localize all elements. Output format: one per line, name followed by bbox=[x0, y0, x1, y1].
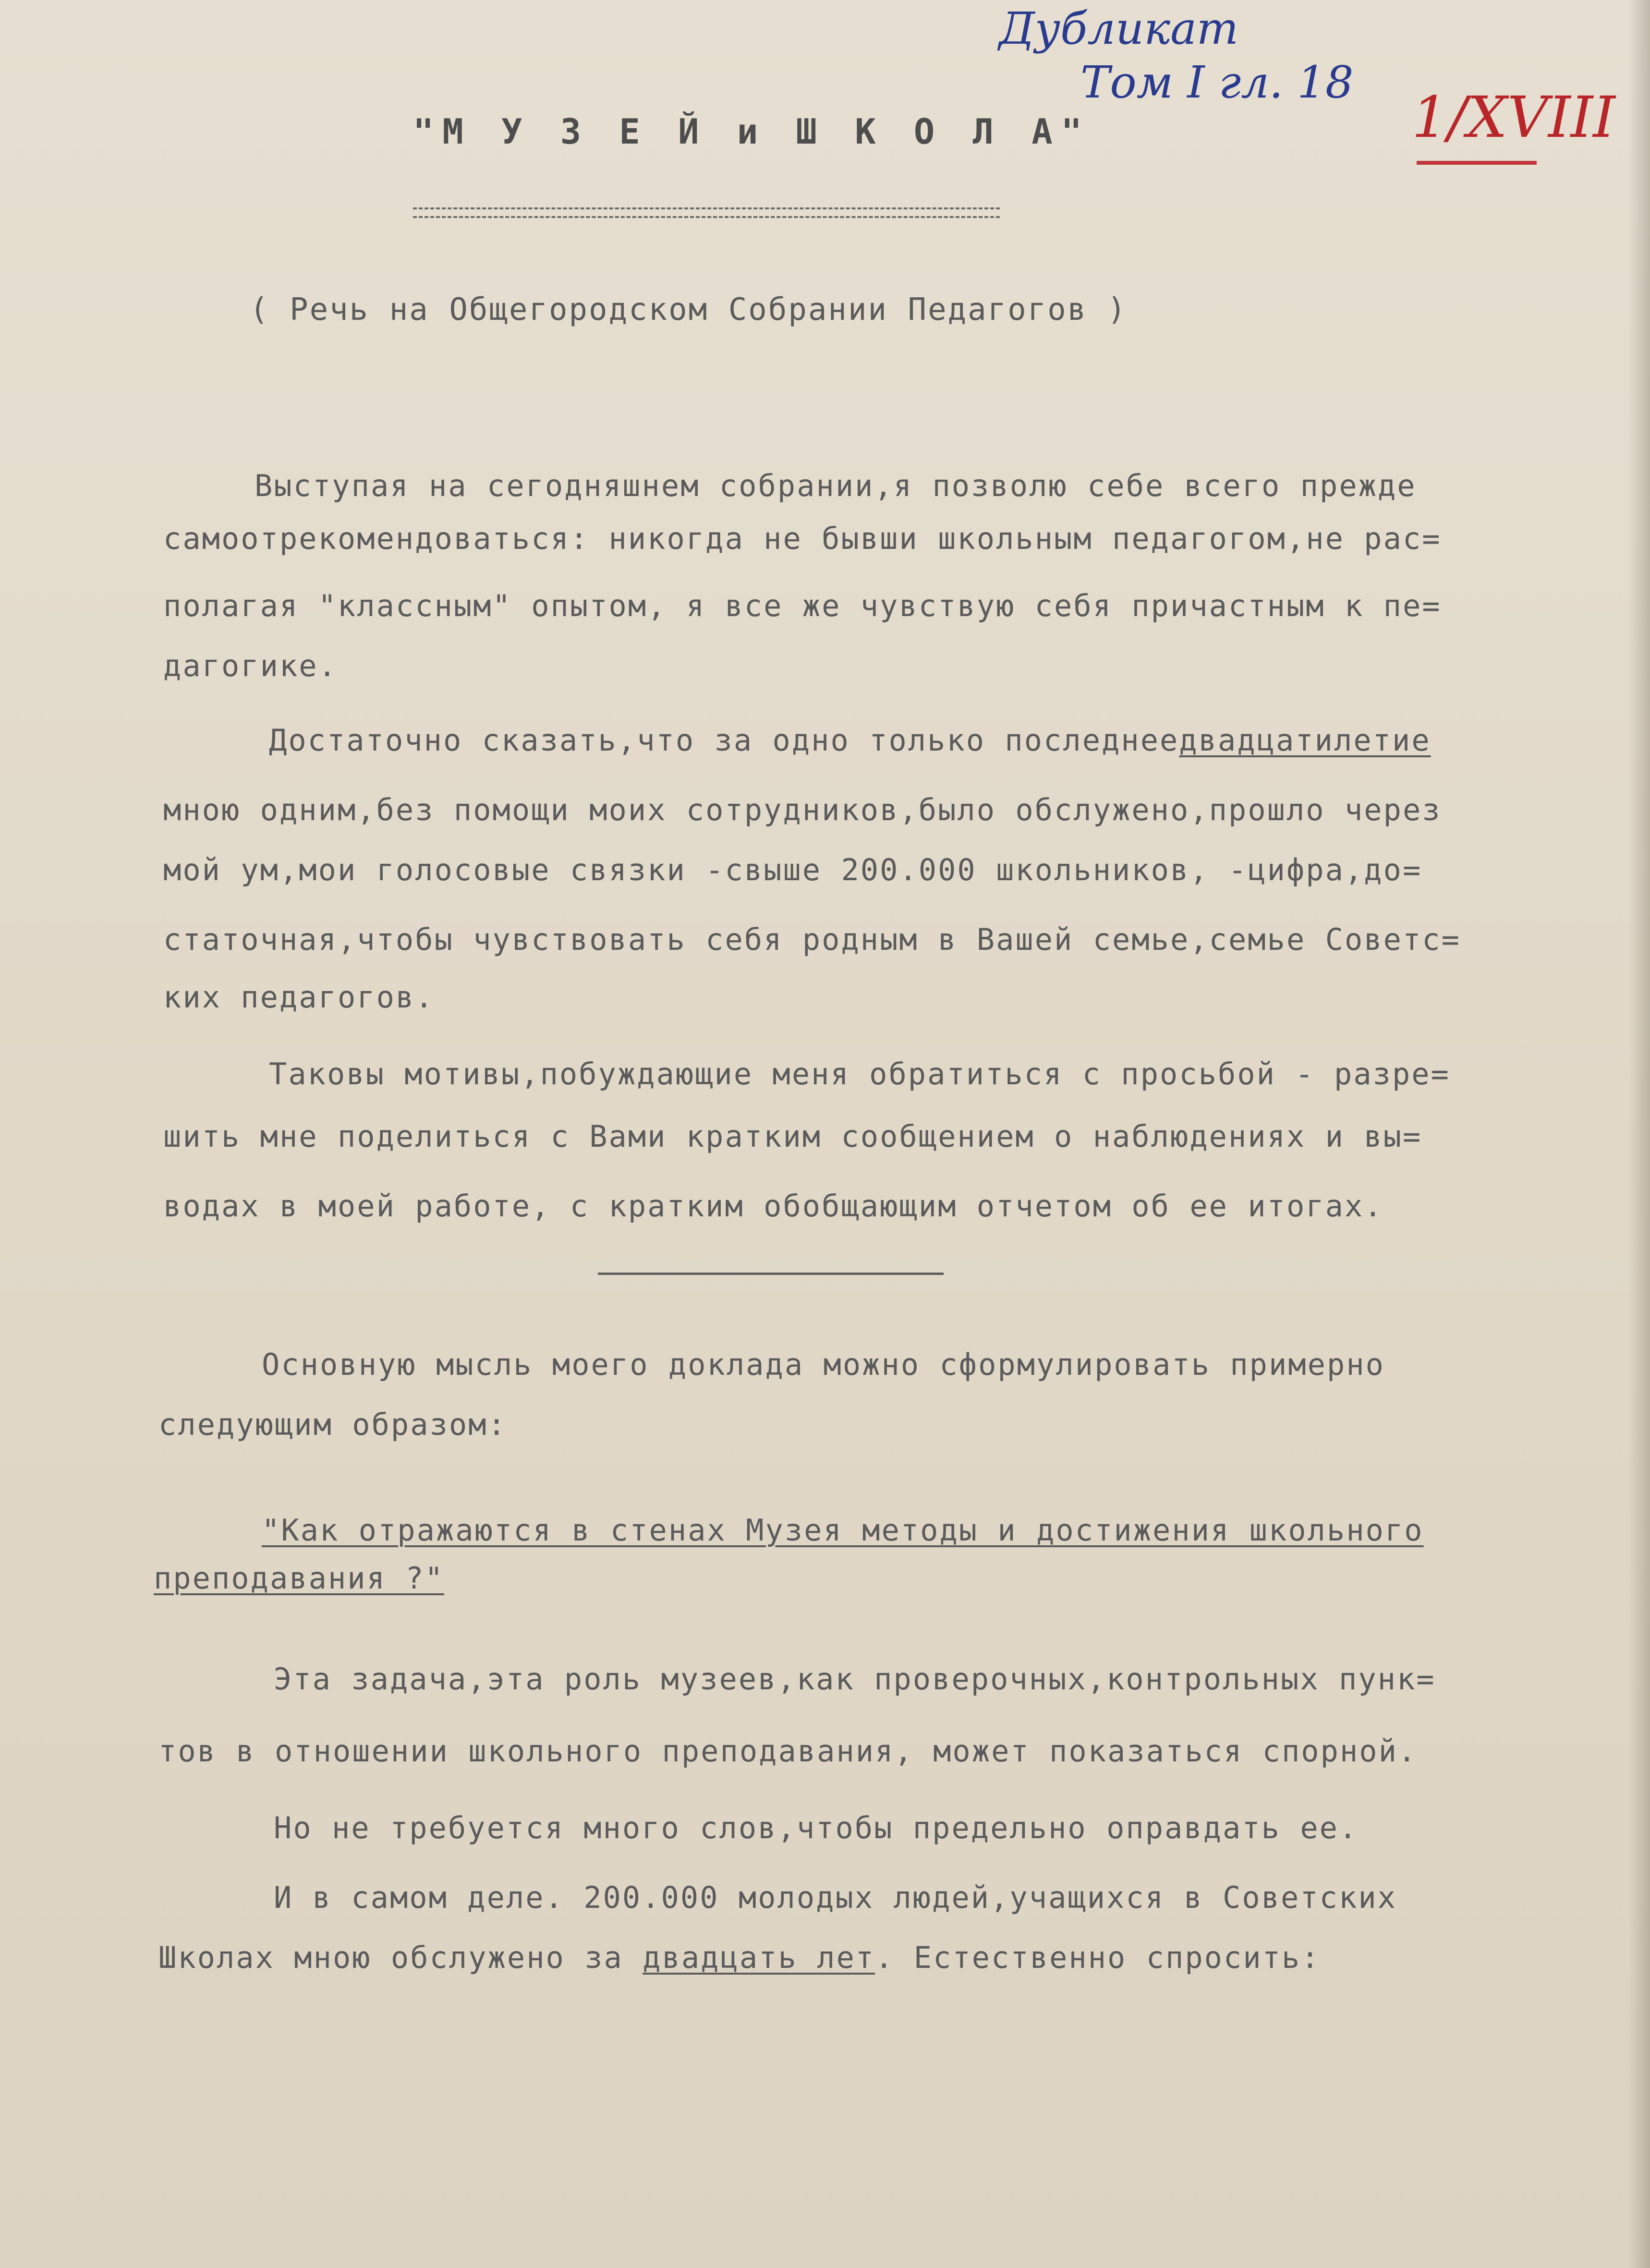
paragraph-line: шить мне поделиться с Вами кратким сообщением о наблюдениях и вы= bbox=[163, 1119, 1422, 1154]
handwritten-duplicate-note: Дубликат bbox=[999, 3, 1239, 54]
section-separator bbox=[598, 1273, 944, 1275]
folio-number: 1/XVIII bbox=[1412, 84, 1615, 150]
underlined-phrase: двадцатилетие bbox=[1179, 723, 1431, 758]
handwritten-volume-note: Том I гл. 18 bbox=[1080, 57, 1354, 108]
paragraph-line: полагая "классным" опытом, я все же чувствую себя причастным к пе= bbox=[163, 588, 1442, 623]
quoted-question: "Как отражаются в стенах Музея методы и достижения школьного bbox=[262, 1513, 1424, 1548]
folio-underline bbox=[1417, 161, 1537, 165]
paragraph-line: водах в моей работе, с кратким обобщающим отчетом об ее итогах. bbox=[163, 1189, 1383, 1224]
paragraph-line: Но не требуется много слов,чтобы предельно оправдать ее. bbox=[274, 1810, 1359, 1845]
document-subtitle: ( Речь на Общегородском Собрании Педагогов ) bbox=[250, 292, 1128, 327]
paragraph-line: Школах мною обслужено за двадцать лет. Естественно спросить: bbox=[158, 1940, 1321, 1975]
quoted-question: преподавания ?" bbox=[154, 1561, 444, 1596]
paragraph-line: Эта задача,эта роль музеев,как проверочных,контрольных пунк= bbox=[274, 1662, 1436, 1697]
paragraph-line: тов в отношении школьного преподавания, может показаться спорной. bbox=[158, 1734, 1418, 1769]
paragraph-line: Основную мысль моего доклада можно сформулировать примерно bbox=[262, 1347, 1385, 1382]
paragraph-line: мой ум,мои голосовые связки -свыше 200.000 школьников, -цифра,до= bbox=[163, 852, 1422, 887]
paragraph-line: дагогике. bbox=[163, 648, 338, 683]
page-edge-shadow bbox=[1628, 0, 1650, 2268]
paragraph-line: Таковы мотивы,побуждающие меня обратиться с просьбой - разре= bbox=[269, 1056, 1450, 1092]
paragraph-line: И в самом деле. 200.000 молодых людей,учащихся в Советских bbox=[274, 1880, 1397, 1915]
document-title: "М У З Е Й и Ш К О Л А" bbox=[413, 111, 1091, 152]
paragraph-line: мною одним,без помощи моих сотрудников,было обслужено,прошло через bbox=[163, 792, 1442, 827]
paragraph-line: ких педагогов. bbox=[163, 980, 435, 1015]
paragraph-line: Достаточно сказать,что за одно только последнеедвадцатилетие bbox=[269, 723, 1431, 758]
paragraph-line: следующим образом: bbox=[158, 1407, 507, 1442]
underlined-phrase: двадцать лет bbox=[643, 1940, 875, 1975]
title-double-rule bbox=[413, 207, 1000, 218]
paragraph-line: Выступая на сегодняшнем собрании,я позволю себе всего прежде bbox=[255, 468, 1417, 503]
paragraph-line: самоотрекомендоваться: никогда не бывши школьным педагогом,не рас= bbox=[163, 521, 1442, 556]
paragraph-line: статочная,чтобы чувствовать себя родным в Вашей семье,семье Советс= bbox=[163, 922, 1461, 957]
